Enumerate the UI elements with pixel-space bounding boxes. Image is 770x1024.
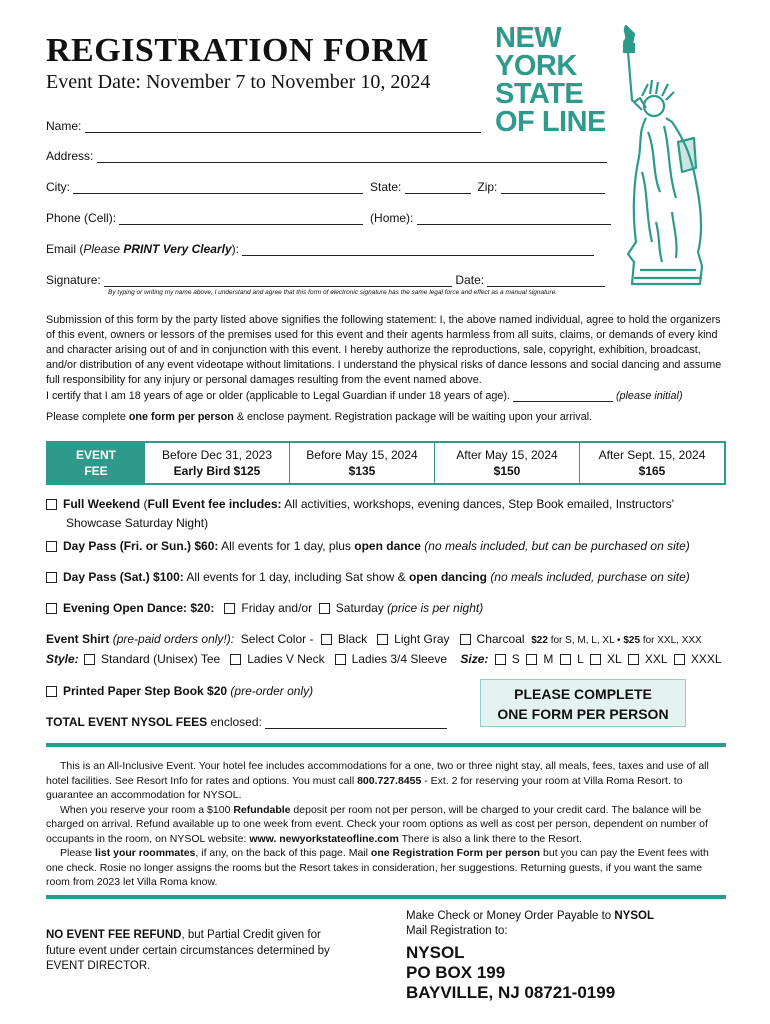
color-charcoal-checkbox[interactable] [460,634,471,645]
logo-line: OF LINE [495,106,606,138]
date-label: Date: [455,273,485,287]
size-s-checkbox[interactable] [495,654,506,665]
signature-label: Signature: [46,273,101,287]
mail-box: PO BOX 199 [406,963,506,982]
logo [495,24,606,136]
mail-name: NYSOL [406,943,465,962]
logo-line: YORK [495,50,577,82]
page-title: REGISTRATION FORM [46,32,429,69]
size-xxl-checkbox[interactable] [628,654,639,665]
name-input[interactable] [85,120,481,133]
signature-note: By typing or writing my name above, I understand and agree that this form of electronic signature has the same legal force and effect as a manual signature. [108,289,558,296]
divider [46,743,726,747]
city-label: City: [46,180,70,194]
style-vneck-checkbox[interactable] [230,654,241,665]
fee-table-header: EVENT FEE [48,443,144,483]
logo-line: NEW [495,22,562,54]
style-sleeve-checkbox[interactable] [335,654,346,665]
mail-city: BAYVILLE, NJ 08721-0199 [406,983,616,1002]
day-pass-checkbox[interactable] [46,541,57,552]
address-label: Address: [46,149,94,163]
fee-cell: After Sept. 15, 2024 $165 [579,443,724,483]
event-date: Event Date: November 7 to November 10, 2024 [46,71,431,93]
size-xxxl-checkbox[interactable] [674,654,685,665]
full-weekend-checkbox[interactable] [46,499,57,510]
hotel-info: This is an All-Inclusive Event. Your hotel fee includes accommodations for a one, two or three night stay, all meals, fees, taxes and use of all hotel facilities. See Resort Info for rates and options. You must call 800.727.8455 - Ext. 2 for reserving your room at Villa Roma Resort. to guarantee an accommodation for NYSOL. When you reserve your room a $100 Refundable deposit per room not per person, will be charged to your credit card. The balance will be charged on arrival. Refund available up to one week from event. Check your room options as well as cost per person, dependent on number of occupants in the room, on NYSOL website: www. newyorkstateofline.com There is also a link there to the Resort. Please list your roommates, if any, on the back of this page. Mail one Registration Form per person but you can pay the Event fees with one check. Rosie no longer assigns the rooms but the Resort takes in consideration, her suggestions. Returning guests, if you want the same room from 2023 let Villa Roma know. [46,760,709,888]
style-standard-checkbox[interactable] [84,654,95,665]
size-xl-checkbox[interactable] [590,654,601,665]
statue-of-liberty-icon [612,22,730,294]
full-weekend-option[interactable]: Full Weekend (Full Event fee includes: All activities, workshops, evening dances, Step Book emailed, Instructors' [46,497,674,511]
divider [46,895,726,899]
day-pass-option[interactable]: Day Pass (Fri. or Sun.) $60: All events for 1 day, plus open dance (no meals included, but can be purchased on site) [46,539,690,553]
total-fees-input[interactable] [265,716,447,729]
signature-row [46,273,605,287]
waiver-text: Submission of this form by the party listed above signifies the following statement: I, the above named individual, agree to hold the organizers of this event, owners or lessors of the premises used for this event and their agents harmless from all suits, claims, or demands of every kind and character arising out of and in conjunction with this event. I hereby authorize the reproductions, sale, copyright, exhibition, broadcast, and/or distribution of any event videotape without limitations. I understand the physical risks of dance lessons and social dancing and assume full responsibility for any injury or personal damages resulting from the event named above. [46,314,722,386]
size-l-checkbox[interactable] [560,654,571,665]
please-complete-box: PLEASE COMPLETE ONE FORM PER PERSON [480,679,686,727]
date-input[interactable] [487,274,605,287]
fee-cell: Before May 15, 2024 $135 [289,443,434,483]
shirt-color-row: Event Shirt (pre-paid orders only!): Select Color - Black Light Gray Charcoal $22 for S, M, L, XL • $25 for XXL, XXX [46,632,702,646]
zip-input[interactable] [501,181,605,194]
phone-row [46,211,611,225]
initial-input[interactable] [513,389,613,402]
saturday-checkbox[interactable] [319,603,330,614]
city-input[interactable] [73,181,363,194]
address-field[interactable] [46,149,607,163]
city-row [46,180,605,194]
fee-table [46,441,726,485]
complete-note: Please complete one form per person & enclose payment. Registration package will be waiting upon your arrival. [46,411,593,423]
zip-label: Zip: [477,180,498,194]
friday-checkbox[interactable] [224,603,235,614]
address-input[interactable] [97,150,607,163]
phone-home-label: (Home): [370,211,414,225]
step-book-option[interactable]: Printed Paper Step Book $20 (pre-order only) [46,684,313,698]
full-weekend-text-2: Showcase Saturday Night) [66,516,209,530]
phone-home-input[interactable] [417,212,611,225]
logo-line: STATE [495,78,584,110]
name-label: Name: [46,119,82,133]
refund-note: NO EVENT FEE REFUND, but Partial Credit given for future event under certain circumstances determined by EVENT DIRECTOR. [46,929,330,972]
phone-cell-input[interactable] [119,212,363,225]
fee-cell: After May 15, 2024 $150 [434,443,579,483]
phone-cell-label: Phone (Cell): [46,211,117,225]
certify-text: I certify that I am 18 years of age or older (applicable to Legal Guardian if under 18 years of age). [46,390,510,402]
signature-input[interactable] [104,274,452,287]
state-label: State: [370,180,402,194]
fee-cell: Before Dec 31, 2023 Early Bird $125 [144,443,289,483]
email-label: Email (Please PRINT Very Clearly): [46,242,239,256]
initial-note: (please initial) [615,390,683,402]
state-input[interactable] [405,181,471,194]
evening-dance-option: Evening Open Dance: $20: Friday and/or Saturday (price is per night) [46,601,483,615]
name-field[interactable] [46,119,481,133]
day-pass-sat-option[interactable]: Day Pass (Sat.) $100: All events for 1 day, including Sat show & open dancing (no meals included, purchase on site) [46,570,690,584]
shirt-style-row: Style: Standard (Unisex) Tee Ladies V Neck Ladies 3/4 Sleeve Size: S M L XL XXL XXXL [46,652,722,666]
evening-dance-checkbox[interactable] [46,603,57,614]
step-book-checkbox[interactable] [46,686,57,697]
color-black-checkbox[interactable] [321,634,332,645]
certify-row [46,389,683,402]
email-input[interactable] [242,243,594,256]
mailing-info: Make Check or Money Order Payable to NYSOL Mail Registration to: NYSOL PO BOX 199 BAYVILLE, NJ 08721-0199 [406,909,726,1003]
color-lightgray-checkbox[interactable] [377,634,388,645]
size-m-checkbox[interactable] [526,654,537,665]
email-field [46,242,594,256]
total-fees-row: TOTAL EVENT NYSOL FEES enclosed: [46,715,447,729]
day-pass-sat-checkbox[interactable] [46,572,57,583]
